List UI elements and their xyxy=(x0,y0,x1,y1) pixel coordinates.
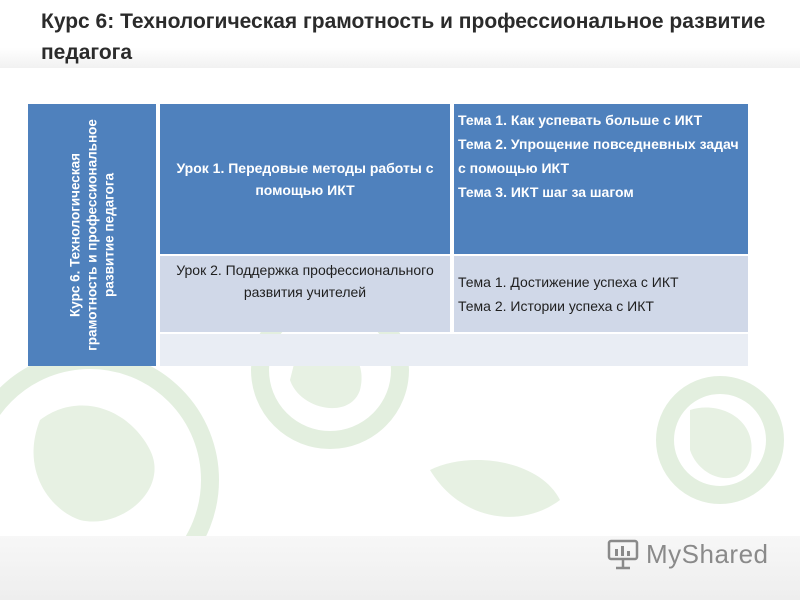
lesson-2-cell xyxy=(160,256,452,332)
lesson-1-topics-cell xyxy=(454,104,748,254)
lesson-2-topic-2: Тема 2. Истории успеха с ИКТ xyxy=(458,298,654,314)
logo-text: MyShared xyxy=(646,538,769,569)
empty-row xyxy=(160,334,748,366)
lesson-1-topic-3: Тема 3. ИКТ шаг за шагом xyxy=(458,184,634,200)
lesson-2-title: Урок 2. Поддержка профессионального развития учителей xyxy=(176,262,434,300)
lesson-1-title: Урок 1. Передовые методы работы с помощью ИКТ xyxy=(176,160,434,198)
lesson-1-topic-1: Тема 1. Как успевать больше с ИКТ xyxy=(458,112,703,128)
slide-title: Курс 6: Технологическая грамотность и профессиональное развитие педагога xyxy=(41,10,766,64)
lesson-1-cell xyxy=(160,104,452,254)
presentation-board-icon xyxy=(606,537,640,571)
course-vertical-header xyxy=(28,104,158,366)
course-vertical-title: Курс 6. Технологическая грамотность и профессиональное развитие педагога xyxy=(67,119,117,351)
lesson-2-topic-1: Тема 1. Достижение успеха с ИКТ xyxy=(458,274,679,290)
lesson-1-topic-2: Тема 2. Упрощение повседневных задач с помощью ИКТ xyxy=(458,136,739,176)
myshared-logo[interactable] xyxy=(606,536,769,572)
course-table xyxy=(28,104,748,366)
lesson-2-topics-cell xyxy=(454,256,748,332)
